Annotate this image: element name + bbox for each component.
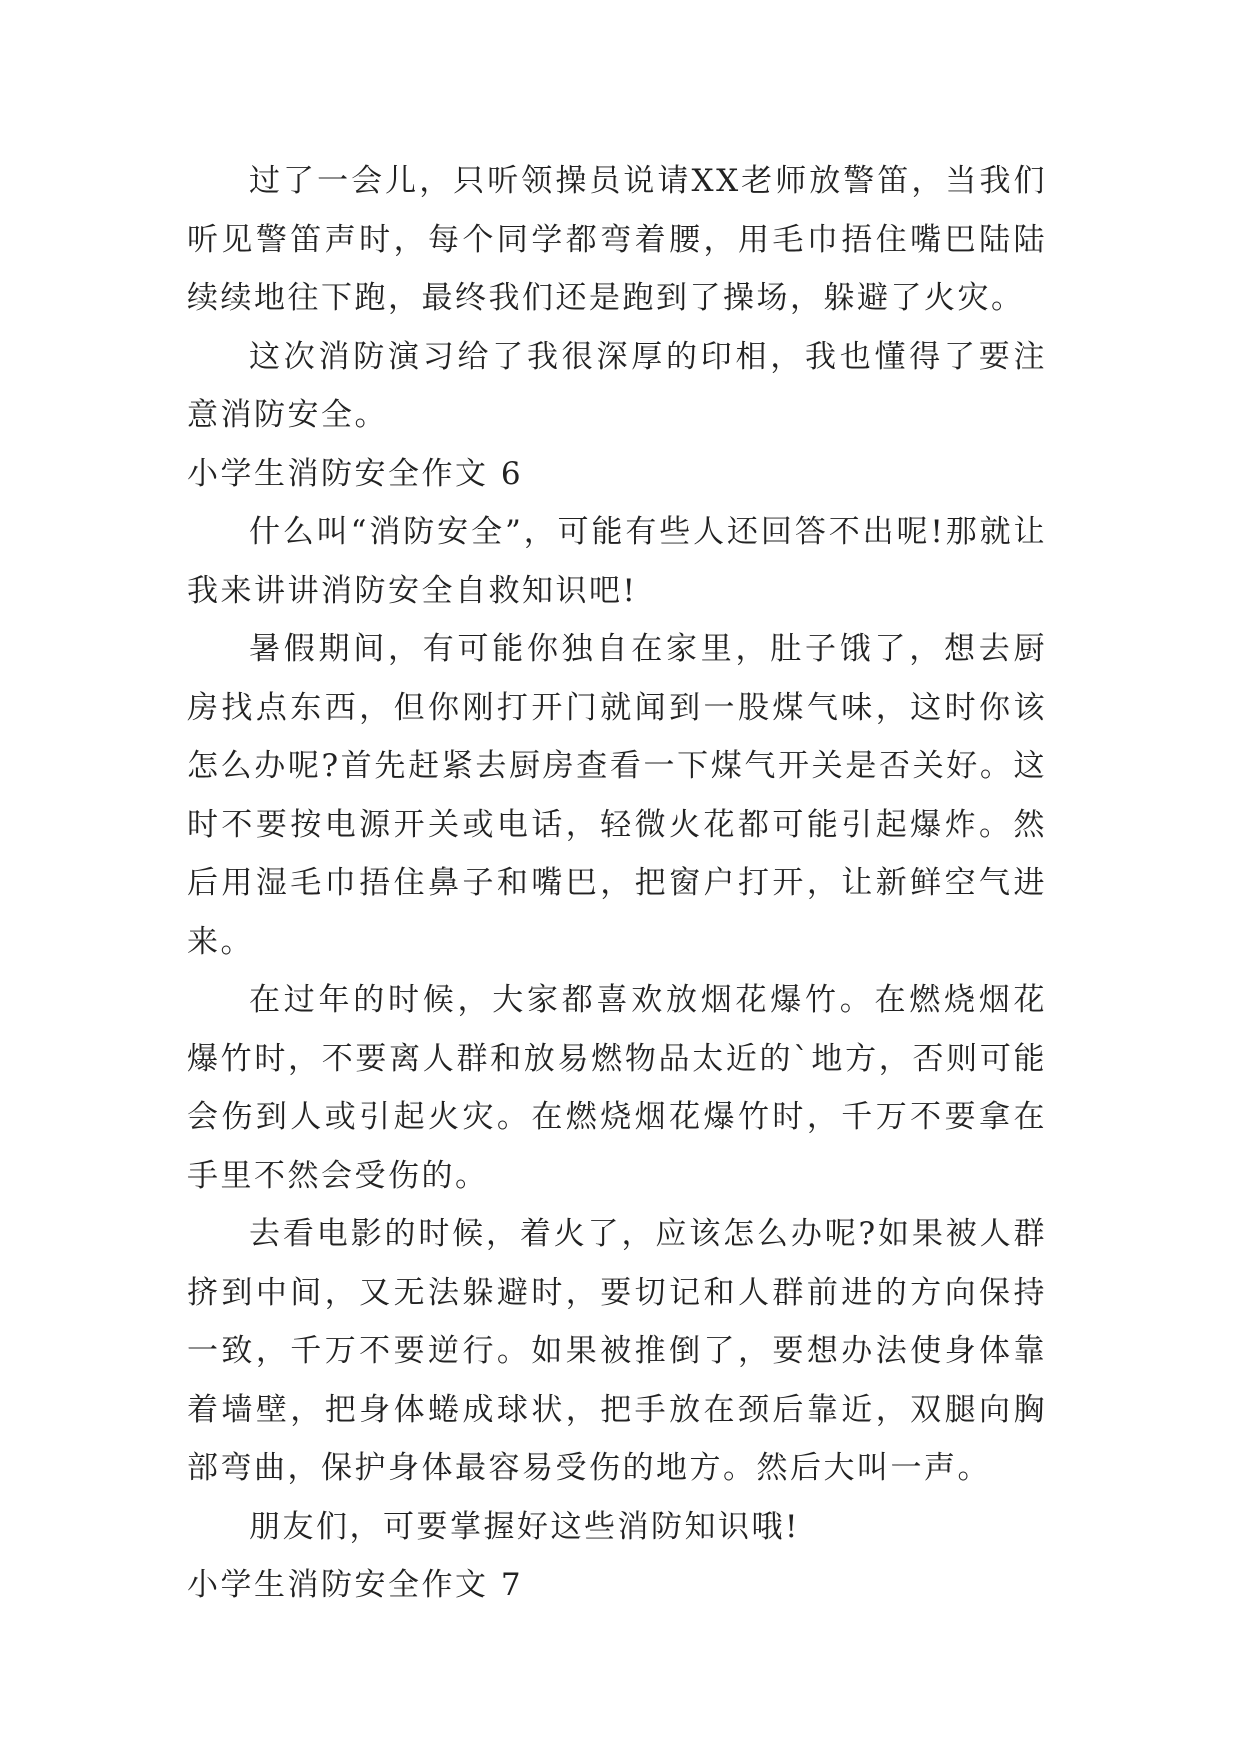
paragraph-gas-leak: 暑假期间，有可能你独自在家里，肚子饿了，想去厨房找点东西，但你刚打开门就闻到一股煤气味，这时你该怎么办呢?首先赶紧去厨房查看一下煤气开关是否关好。这时不要按电源开关或电话，轻微火花都可能引起爆炸。然后用湿毛巾捂住鼻子和嘴巴，把窗户打开，让新鲜空气进来。 — [187, 631, 1047, 960]
paragraph-evacuation: 过了一会儿，只听领操员说请XX老师放警笛，当我们听见警笛声时，每个同学都弯着腰，用毛巾捂住嘴巴陆陆续续地往下跑，最终我们还是跑到了操场，躲避了火灾。 — [187, 163, 1047, 316]
paragraph-closing: 朋友们，可要掌握好这些消防知识哦! — [249, 1508, 800, 1545]
paragraph-fireworks: 在过年的时候，大家都喜欢放烟花爆竹。在燃烧烟花爆竹时，不要离人群和放易燃物品太近的`地方，否则可能会伤到人或引起火灾。在燃烧烟花爆竹时，千万不要拿在手里不然会受伤的。 — [187, 982, 1047, 1194]
paragraph-intro: 什么叫“消防安全”，可能有些人还回答不出呢!那就让我来讲讲消防安全自救知识吧! — [187, 514, 1047, 609]
essay-heading-6: 小学生消防安全作文 6 — [187, 455, 524, 492]
paragraph-cinema-fire: 去看电影的时候，着火了，应该怎么办呢?如果被人群挤到中间，又无法躲避时，要切记和人群前进的方向保持一致，千万不要逆行。如果被推倒了，要想办法使身体靠着墙壁，把身体蜷成球状，把手放在颈后靠近，双腿向胸部弯曲，保护身体最容易受伤的地方。然后大叫一声。 — [187, 1216, 1047, 1486]
paragraph-impression: 这次消防演习给了我很深厚的印相，我也懂得了要注意消防安全。 — [187, 338, 1047, 433]
document-body — [187, 152, 1047, 1615]
essay-heading-7: 小学生消防安全作文 7 — [187, 1567, 524, 1603]
